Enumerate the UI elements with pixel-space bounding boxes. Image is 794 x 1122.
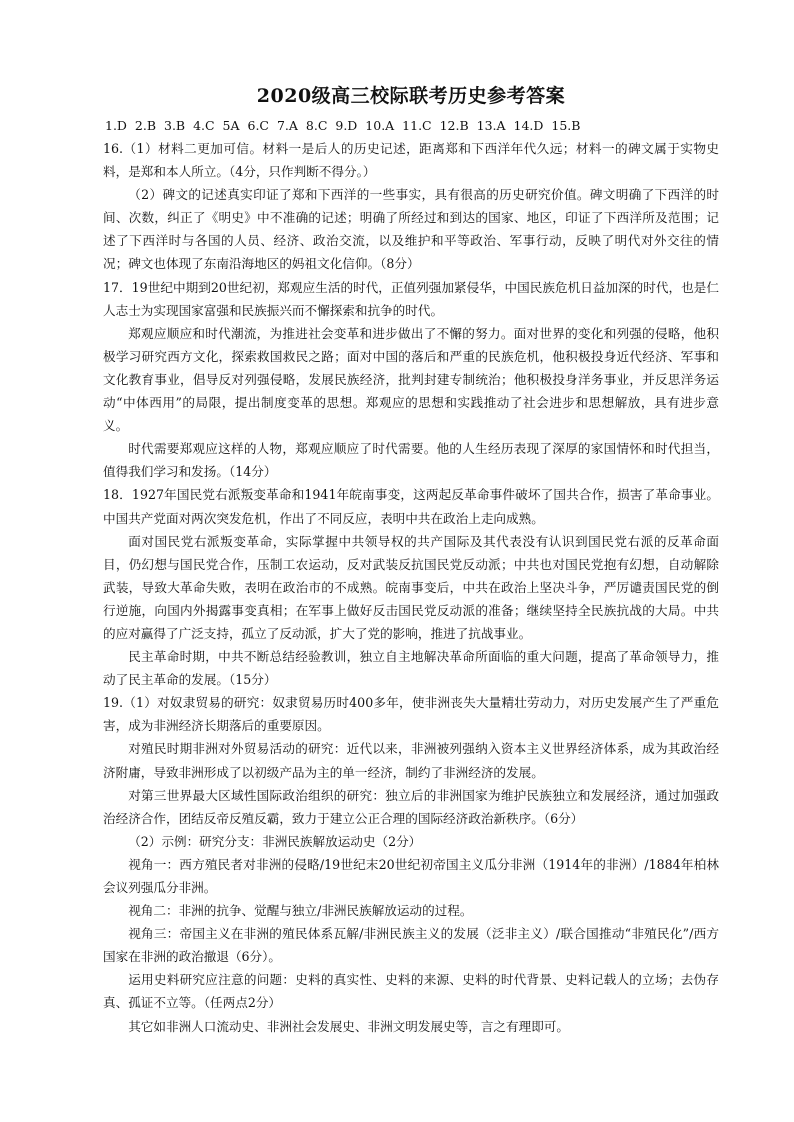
page-title: 2020级高三校际联考历史参考答案: [256, 85, 566, 107]
answer-sheet: [103, 82, 719, 1038]
paragraph: 17．19世纪中期到20世纪初，郑观应生活的时代，正值列强加紧侵华，中国民族危机日益加深的时代，也是仁人志士为实现国家富强和民族振兴而不懈探索和抗争的时代。: [103, 279, 719, 318]
paragraph: 其它如非洲人口流动史、非洲社会发展史、非洲文明发展史等，言之有理即可。: [128, 1018, 569, 1034]
paragraph: 郑观应顺应和时代潮流，为推进社会变革和进步做出了不懈的努力。面对世界的变化和列强的侵略，他积极学习研究西方文化，探索救国救民之路；面对中国的落后和严重的民族危机，他积极投身近代经济、军事和文化教育事业，倡导反对列强侵略，发展民族经济，批判封建专制统治；他积极投身洋务事业，并反思洋务运动“中体西用”的局限，提出制度变革的思想。郑观应的思想和实践推动了社会进步和思想解放，具有进步意义。: [103, 325, 719, 434]
paragraph: 对殖民时期非洲对外贸易活动的研究：近代以来，非洲被列强纳入资本主义世界经济体系，成为其政治经济附庸，导致非洲形成了以初级产品为主的单一经济，制约了非洲经济的发展。: [103, 741, 719, 780]
multiple-choice-answers: 1.D 2.B 3.B 4.C 5A 6.C 7.A 8.C 9.D 10.A 11.C 12.B 13.A 14.D 15.B: [105, 118, 581, 133]
paragraph: 19.（1）对奴隶贸易的研究：奴隶贸易历时400多年，使非洲丧失大量精壮劳动力，对历史发展产生了严重危害，成为非洲经济长期落后的重要原因。: [103, 695, 719, 734]
paragraph: 18．1927年国民党右派叛变革命和1941年皖南事变，这两起反革命事件破坏了国共合作，损害了革命事业。中国共产党面对两次突发危机，作出了不同反应，表明中共在政治上走向成熟。: [103, 487, 719, 526]
paragraph: 16.（1）材料二更加可信。材料一是后人的历史记述，距离郑和下西洋年代久远；材料一的碑文属于实物史料，是郑和本人所立。（4分，只作判断不得分。）: [103, 141, 719, 180]
paragraph: 视角三：帝国主义在非洲的殖民体系瓦解/非洲民族主义的发展（泛非主义）/联合国推动“非殖民化”/西方国家在非洲的政治撤退（6分）。: [103, 926, 719, 965]
paragraph: 运用史料研究应注意的问题：史料的真实性、史料的来源、史料的时代背景、史料记载人的立场；去伪存真、孤证不立等。（任两点2分）: [103, 972, 719, 1011]
paragraph: （2）碑文的记述真实印证了郑和下西洋的一些事实，具有很高的历史研究价值。碑文明确了下西洋的时间、次数，纠正了《明史》中不准确的记述；明确了所经过和到达的国家、地区，印证了下西洋所及范围；记述了下西洋时与各国的人员、经济、政治交流，以及维护和平等政治、军事行动，反映了明代对外交往的情况；碑文也体现了东南沿海地区的妈祖文化信仰。（8分）: [103, 187, 719, 272]
paragraph: （2）示例：研究分支：非洲民族解放运动史（2分）: [128, 833, 422, 849]
paragraph: 时代需要郑观应这样的人物，郑观应顺应了时代需要。他的人生经历表现了深厚的家国情怀和时代担当，值得我们学习和发扬。（14分）: [103, 441, 719, 480]
paragraph: 视角二：非洲的抗争、觉醒与独立/非洲民族解放运动的过程。: [128, 903, 473, 919]
paragraph: 民主革命时期，中共不断总结经验教训，独立自主地解决革命所面临的重大问题，提高了革命领导力，推动了民主革命的发展。（15分）: [103, 649, 719, 688]
paragraph: 对第三世界最大区域性国际政治组织的研究：独立后的非洲国家为维护民族独立和发展经济，通过加强政治经济合作，团结反帝反殖反霸，致力于建立公正合理的国际经济政治新秩序。（6分）: [103, 787, 719, 826]
paragraph: 视角一：西方殖民者对非洲的侵略/19世纪末20世纪初帝国主义瓜分非洲（1914年的非洲）/1884年柏林会议列强瓜分非洲。: [103, 856, 719, 895]
answer-body: [103, 137, 719, 1038]
paragraph: 面对国民党右派叛变革命，实际掌握中共领导权的共产国际及其代表没有认识到国民党右派的反革命面目，仍幻想与国民党合作，压制工农运动，反对武装反抗国民党反动派；中共也对国民党抱有幻想，自动解除武装，导致大革命失败，表明在政治市的不成熟。皖南事变后，中共在政治上坚决斗争，严厉谴责国民党的倒行逆施，向国内外揭露事变真相；在军事上做好反击国民党反动派的准备；继续坚持全民族抗战的大局。中共的应对赢得了广泛支持，孤立了反动派，扩大了党的影响，推进了抗战事业。: [103, 533, 719, 641]
